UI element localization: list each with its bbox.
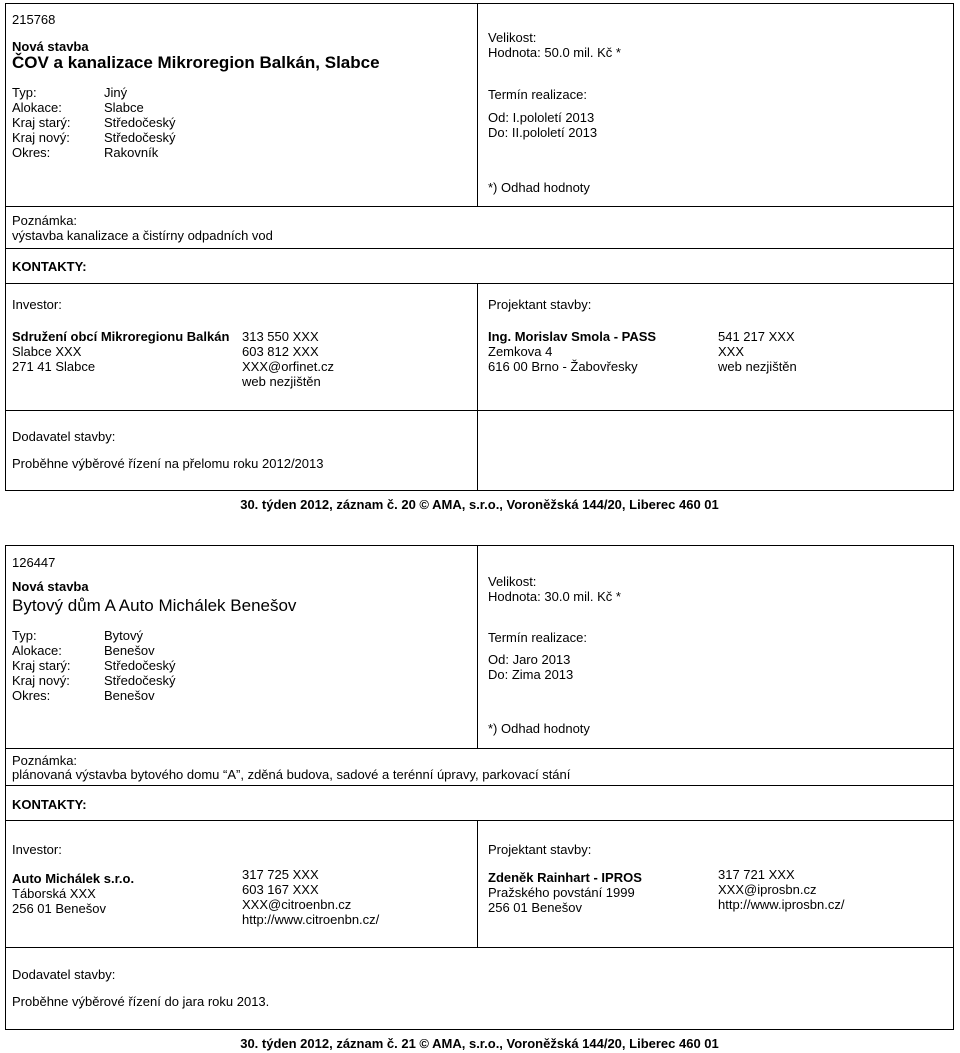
investor-name: Auto Michálek s.r.o. xyxy=(12,871,135,886)
field-label: Alokace: xyxy=(12,100,62,115)
contact-line: http://www.iprosbn.cz/ xyxy=(718,897,845,912)
contact-line: 313 550 XXX xyxy=(242,329,319,344)
field-label: Kraj starý: xyxy=(12,115,71,130)
contact-line: XXX xyxy=(718,344,745,359)
note-text: plánovaná výstavba bytového domu “A”, zděná budova, sadové a terénní úpravy, parkovací stání xyxy=(12,767,571,782)
field-value: Středočeský xyxy=(104,130,176,145)
record-frame xyxy=(5,545,954,1030)
field-label: Kraj nový: xyxy=(12,673,70,688)
contact-line: 603 812 XXX xyxy=(242,344,319,359)
term-to: Do: II.pololetí 2013 xyxy=(488,125,598,140)
supplier-label: Dodavatel stavby: xyxy=(12,967,116,982)
contact-line: web nezjištěn xyxy=(718,359,797,374)
record-title: Bytový dům A Auto Michálek Benešov xyxy=(12,596,297,615)
designer-address-line: 256 01 Benešov xyxy=(488,900,582,915)
designer-label: Projektant stavby: xyxy=(488,842,592,857)
field-row xyxy=(12,688,176,703)
supplier-text: Proběhne výběrové řízení na přelomu roku 2012/2013 xyxy=(12,456,324,471)
designer-name: Zdeněk Rainhart - IPROS xyxy=(488,870,642,885)
contact-line: 603 167 XXX xyxy=(242,882,319,897)
record-fields xyxy=(12,628,176,703)
note-text: výstavba kanalizace a čistírny odpadních vod xyxy=(12,228,273,243)
designer-address-line: Zemkova 4 xyxy=(488,344,553,359)
field-value: Rakovník xyxy=(104,145,159,160)
column-divider xyxy=(477,410,478,491)
investor-label: Investor: xyxy=(12,842,62,857)
contact-line: XXX@citroenbn.cz xyxy=(242,897,352,912)
record-frame xyxy=(5,3,954,491)
record-id: 215768 xyxy=(12,12,56,27)
field-row xyxy=(12,130,176,145)
designer-address-line: Pražského povstání 1999 xyxy=(488,885,635,900)
field-row xyxy=(12,628,176,643)
investor-name: Sdružení obcí Mikroregionu Balkán xyxy=(12,329,230,344)
record-fields xyxy=(12,85,176,160)
estimate-note: *) Odhad hodnoty xyxy=(488,180,590,195)
field-label: Typ: xyxy=(12,628,37,643)
designer-label: Projektant stavby: xyxy=(488,297,592,312)
field-label: Typ: xyxy=(12,85,37,100)
investor-contact xyxy=(242,867,379,927)
investor-contact xyxy=(242,329,334,389)
field-label: Kraj starý: xyxy=(12,658,71,673)
column-divider xyxy=(477,283,478,410)
row-divider xyxy=(5,820,954,821)
field-value: Bytový xyxy=(104,628,144,643)
field-value: Benešov xyxy=(104,643,155,658)
field-label: Okres: xyxy=(12,145,51,160)
field-value: Slabce xyxy=(104,100,144,115)
size-value: Hodnota: 50.0 mil. Kč * xyxy=(488,45,621,60)
row-divider xyxy=(5,206,954,207)
record-kind: Nová stavba xyxy=(12,39,89,54)
row-divider xyxy=(5,748,954,749)
record-footer: 30. týden 2012, záznam č. 21 © AMA, s.r.o., Voroněžská 144/20, Liberec 460 01 xyxy=(240,1036,719,1051)
field-row xyxy=(12,85,176,100)
row-divider xyxy=(5,947,954,948)
contact-line: http://www.citroenbn.cz/ xyxy=(242,912,380,927)
contact-line: 317 721 XXX xyxy=(718,867,795,882)
investor-label: Investor: xyxy=(12,297,62,312)
field-value: Středočeský xyxy=(104,673,176,688)
designer-address-line: 616 00 Brno - Žabovřesky xyxy=(488,359,638,374)
investor-address-line: Slabce XXX xyxy=(12,344,82,359)
size-label: Velikost: xyxy=(488,30,537,45)
estimate-note: *) Odhad hodnoty xyxy=(488,721,590,736)
field-value: Jiný xyxy=(104,85,128,100)
designer-contact xyxy=(718,329,797,374)
note-label: Poznámka: xyxy=(12,753,78,768)
designer-name: Ing. Morislav Smola - PASS xyxy=(488,329,657,344)
investor-address-line: Táborská XXX xyxy=(12,886,96,901)
column-divider xyxy=(477,3,478,206)
field-row xyxy=(12,145,176,160)
field-row xyxy=(12,115,176,130)
field-label: Kraj nový: xyxy=(12,130,70,145)
column-divider xyxy=(477,545,478,748)
field-label: Alokace: xyxy=(12,643,62,658)
record-footer: 30. týden 2012, záznam č. 20 © AMA, s.r.o., Voroněžská 144/20, Liberec 460 01 xyxy=(240,497,719,512)
contact-line: 541 217 XXX xyxy=(718,329,795,344)
contact-line: 317 725 XXX xyxy=(242,867,319,882)
row-divider xyxy=(5,248,954,249)
record-id: 126447 xyxy=(12,555,56,570)
term-label: Termín realizace: xyxy=(488,87,587,102)
row-divider xyxy=(5,410,954,411)
size-label: Velikost: xyxy=(488,574,537,589)
field-row xyxy=(12,643,176,658)
note-label: Poznámka: xyxy=(12,213,78,228)
investor-address-line: 271 41 Slabce xyxy=(12,359,96,374)
record-215768 xyxy=(5,3,954,515)
field-value: Středočeský xyxy=(104,115,176,130)
contact-line: web nezjištěn xyxy=(242,374,321,389)
contact-line: XXX@orfinet.cz xyxy=(242,359,334,374)
record-title: ČOV a kanalizace Mikroregion Balkán, Slabce xyxy=(12,53,380,72)
supplier-label: Dodavatel stavby: xyxy=(12,429,116,444)
investor-address-line: 256 01 Benešov xyxy=(12,901,106,916)
field-value: Benešov xyxy=(104,688,155,703)
contacts-heading: KONTAKTY: xyxy=(12,259,87,274)
row-divider xyxy=(5,785,954,786)
field-row xyxy=(12,673,176,688)
field-row xyxy=(12,658,176,673)
designer-contact xyxy=(718,867,844,912)
field-value: Středočeský xyxy=(104,658,176,673)
field-label: Okres: xyxy=(12,688,51,703)
contacts-heading: KONTAKTY: xyxy=(12,797,87,812)
supplier-text: Proběhne výběrové řízení do jara roku 2013. xyxy=(12,994,270,1009)
term-from: Od: I.pololetí 2013 xyxy=(488,110,595,125)
size-value: Hodnota: 30.0 mil. Kč * xyxy=(488,589,621,604)
column-divider xyxy=(477,820,478,947)
term-from: Od: Jaro 2013 xyxy=(488,652,571,667)
contact-line: XXX@iprosbn.cz xyxy=(718,882,817,897)
field-row xyxy=(12,100,176,115)
row-divider xyxy=(5,283,954,284)
record-126447 xyxy=(5,545,954,1053)
term-label: Termín realizace: xyxy=(488,630,587,645)
term-to: Do: Zima 2013 xyxy=(488,667,574,682)
record-kind: Nová stavba xyxy=(12,579,89,594)
